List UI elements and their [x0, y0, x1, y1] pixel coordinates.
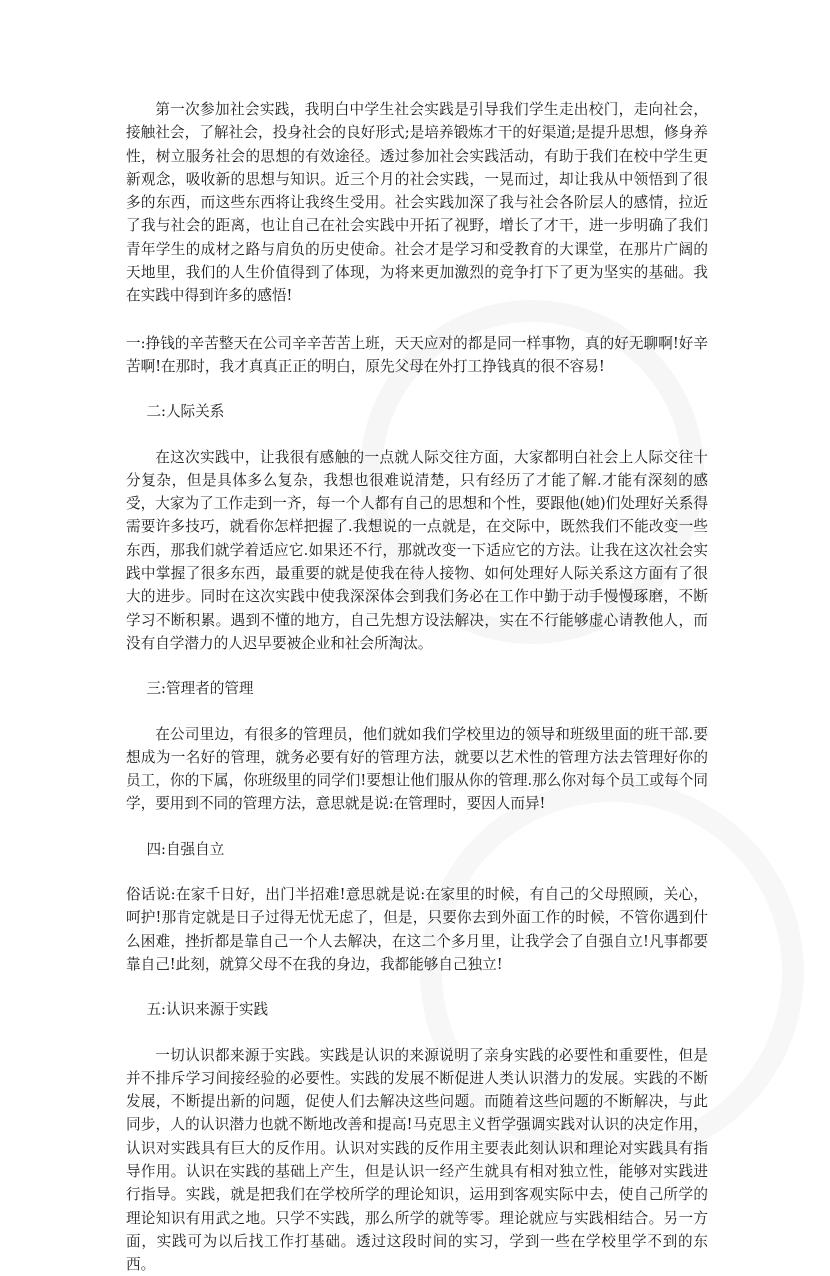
- document-body: [126, 98, 708, 1276]
- intro-paragraph: 第一次参加社会实践，我明白中学生社会实践是引导我们学生走出校门，走向社会，接触社会，了解社会，投身社会的良好形式;是培养锻炼才干的好渠道;是提升思想，修身养性，树立服务社会的思想的有效途径。透过参加社会实践活动，有助于我们在校中学生更新观念，吸收新的思想与知识。近三个月的社会实践，一晃而过，却让我从中领悟到了很多的东西，而这些东西将让我终生受用。社会实践加深了我与社会各阶层人的感情，拉近了我与社会的距离，也让自己在社会实践中开拓了视野，增长了才干，进一步明确了我们青年学生的成材之路与肩负的历史使命。社会才是学习和受教育的大课堂，在那片广阔的天地里，我们的人生价值得到了体现，为将来更加激烈的竞争打下了更为坚实的基础。我在实践中得到许多的感悟!: [126, 98, 708, 308]
- heading-management: 三:管理者的管理: [126, 677, 708, 700]
- heading-self-reliance: 四:自强自立: [126, 838, 708, 861]
- heading-interpersonal: 二:人际关系: [126, 400, 708, 423]
- management-paragraph: 在公司里边，有很多的管理员，他们就如我们学校里边的领导和班级里面的班干部.要想成为一名好的管理，就务必要有好的管理方法，就要以艺术性的管理方法去管理好你的员工，你的下属，你班级里的同学们!要想让他们服从你的管理.那么你对每个员工或每个同学，要用到不同的管理方法，意思就是说:在管理时，要因人而异!: [126, 723, 708, 816]
- interpersonal-paragraph: 在这次实践中，让我很有感触的一点就人际交往方面，大家都明白社会上人际交往十分复杂，但是具体多么复杂，我想也很难说清楚，只有经历了才能了解.才能有深刻的感受，大家为了工作走到一齐，每一个人都有自己的思想和个性，要跟他(她)们处理好关系得需要许多技巧，就看你怎样把握了.我想说的一点就是，在交际中，既然我们不能改变一些东西，那我们就学着适应它.如果还不行，那就改变一下适应它的方法。让我在这次社会实践中掌握了很多东西，最重要的就是使我在待人接物、如何处理好人际关系这方面有了很大的进步。同时在这次实践中使我深深体会到我们务必在工作中勤于动手慢慢琢磨，不断学习不断积累。遇到不懂的地方，自己先想方设法解决，实在不行能够虚心请教他人，而没有自学潜力的人迟早要被企业和社会所淘汰。: [126, 446, 708, 656]
- knowledge-practice-paragraph: 一切认识都来源于实践。实践是认识的来源说明了亲身实践的必要性和重要性，但是并不排斥学习间接经验的必要性。实践的发展不断促进人类认识潜力的发展。实践的不断发展，不断提出新的问题，促使人们去解决这些问题。而随着这些问题的不断解决，与此同步，人的认识潜力也就不断地改善和提高!马克思主义哲学强调实践对认识的决定作用，认识对实践具有巨大的反作用。认识对实践的反作用主要表此刻认识和理论对实践具有指导作用。认识在实践的基础上产生，但是认识一经产生就具有相对独立性，能够对实践进行指导。实践，就是把我们在学校所学的理论知识，运用到客观实际中去，使自己所学的理论知识有用武之地。只学不实践，那么所学的就等零。理论就应与实践相结合。另一方面，实践可为以后找工作打基础。透过这段时间的实习，学到一些在学校里学不到的东西。: [126, 1044, 708, 1276]
- point-1-paragraph: 一:挣钱的辛苦整天在公司辛辛苦苦上班，天天应对的都是同一样事物，真的好无聊啊!好辛苦啊!在那时，我才真真正正的明白，原先父母在外打工挣钱真的很不容易!: [114, 332, 708, 379]
- self-reliance-paragraph: 俗话说:在家千日好，出门半招难!意思就是说:在家里的时候，有自己的父母照顾，关心，呵护!那肯定就是日子过得无忧无虑了，但是，只要你去到外面工作的时候，不管你遇到什么困难，挫折都是靠自己一个人去解决，在这二个多月里，让我学会了自强自立!凡事都要靠自己!此刻，就算父母不在我的身边，我都能够自己独立!: [114, 883, 708, 976]
- heading-knowledge-practice: 五:认识来源于实践: [126, 998, 708, 1021]
